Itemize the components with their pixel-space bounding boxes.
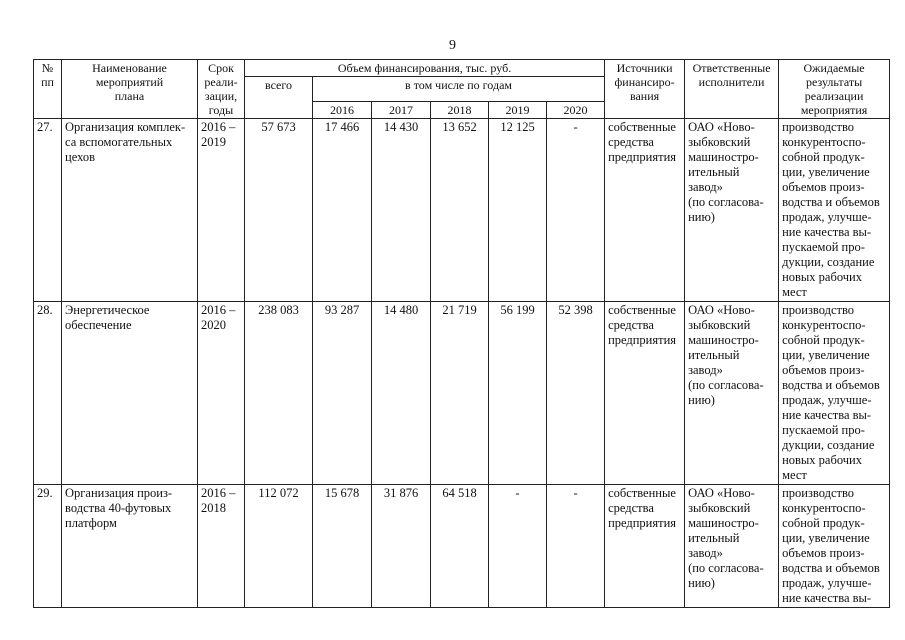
row-year-2018: 13 652 [431,119,489,302]
row-total: 238 083 [245,302,313,485]
row-year-2019: 12 125 [489,119,547,302]
row-year-2016: 15 678 [313,485,372,608]
header-year-2019: 2019 [489,102,547,119]
row-num: 29. [34,485,62,608]
row-year-2017: 14 480 [372,302,431,485]
header-term: Срок реали- зации, годы [198,60,245,119]
row-year-2020: - [547,119,605,302]
header-num: № пп [34,60,62,119]
header-year-2018: 2018 [431,102,489,119]
row-term: 2016 – 2019 [198,119,245,302]
row-sources: собственные средства предприятия [605,302,685,485]
row-term: 2016 – 2020 [198,302,245,485]
row-year-2016: 93 287 [313,302,372,485]
row-responsible: ОАО «Ново- зыбковский машиностро- ительный завод» (по согласова- нию) [685,485,779,608]
row-name: Организация произ- водства 40-футовых платформ [62,485,198,608]
row-year-2019: - [489,485,547,608]
plan-table [33,59,890,608]
row-responsible: ОАО «Ново- зыбковский машиностро- ительный завод» (по согласова- нию) [685,302,779,485]
page-number: 9 [449,38,456,53]
row-total: 57 673 [245,119,313,302]
header-year-2017: 2017 [372,102,431,119]
row-year-2018: 64 518 [431,485,489,608]
header-results: Ожидаемые результаты реализации мероприятия [779,60,890,119]
row-responsible: ОАО «Ново- зыбковский машиностро- ительный завод» (по согласова- нию) [685,119,779,302]
table-row [34,302,890,485]
row-sources: собственные средства предприятия [605,119,685,302]
row-results: производство конкурентоспо- собной продук- ции, увеличение объемов произ- водства и объемов продаж, улучше- ние качества вы- [779,485,890,608]
table-row [34,485,890,608]
row-year-2020: 52 398 [547,302,605,485]
row-year-2017: 31 876 [372,485,431,608]
row-name: Энергетическое обеспечение [62,302,198,485]
header-responsible: Ответственные исполнители [685,60,779,119]
row-year-2020: - [547,485,605,608]
row-year-2019: 56 199 [489,302,547,485]
row-results: производство конкурентоспо- собной продук- ции, увеличение объемов произ- водства и объемов продаж, улучше- ние качества вы- пускаемой про- дукции, создание новых рабочих мест [779,119,890,302]
header-total: всего [245,77,313,119]
row-year-2016: 17 466 [313,119,372,302]
row-name: Организация комплек- са вспомогательных цехов [62,119,198,302]
row-sources: собственные средства предприятия [605,485,685,608]
table-row [34,119,890,302]
row-year-2018: 21 719 [431,302,489,485]
row-num: 28. [34,302,62,485]
row-term: 2016 – 2018 [198,485,245,608]
header-funding: Объем финансирования, тыс. руб. [245,60,605,77]
header-year-2020: 2020 [547,102,605,119]
header-by-years: в том числе по годам [313,77,605,102]
row-results: производство конкурентоспо- собной продук- ции, увеличение объемов произ- водства и объемов продаж, улучше- ние качества вы- пускаемой про- дукции, создание новых рабочих мест [779,302,890,485]
header-name: Наименование мероприятий плана [62,60,198,119]
header-row-1 [34,60,890,77]
header-year-2016: 2016 [313,102,372,119]
row-year-2017: 14 430 [372,119,431,302]
row-total: 112 072 [245,485,313,608]
row-num: 27. [34,119,62,302]
header-sources: Источники финансиро- вания [605,60,685,119]
